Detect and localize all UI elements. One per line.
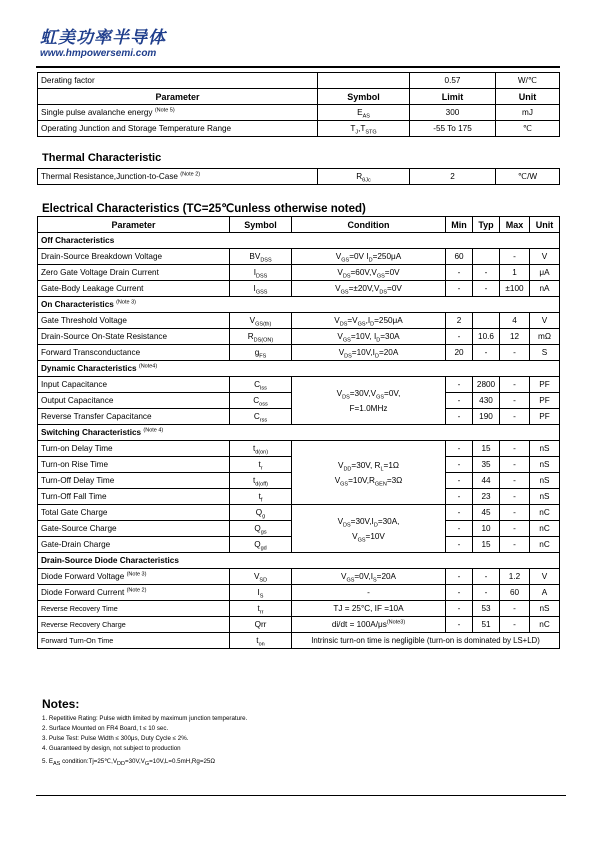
derating-value: 0.57 [410, 73, 496, 89]
table-row: Turn-on Rise Time $t_r$ - 35 - nS [38, 457, 560, 473]
thermal-label: Thermal Resistance,Junction-to-Case [41, 171, 178, 181]
table-row: Drain-Source Breakdown Voltage $BV_{DSS}$ $V_{GS}=0V$ $I_D=250\mu A$ 60 - V [38, 249, 560, 265]
section-switching: Switching Characteristics $^{(Note 4)}$ [38, 425, 560, 441]
avalanche-limit: 300 [410, 105, 496, 121]
col-condition: Condition [292, 217, 446, 233]
col-unit: Unit [530, 217, 560, 233]
col-min: Min [446, 217, 473, 233]
header-limit: Limit [410, 89, 496, 105]
temp-unit: ℃ [496, 121, 560, 137]
col-parameter: Parameter [38, 217, 230, 233]
charge-condition: $V_{DS}=30V,I_D=30A$, $V_{GS}=10V$ [292, 505, 446, 553]
table-row: Turn-Off Fall Time $t_f$ - 23 - nS [38, 489, 560, 505]
table-row: Turn-on Delay Time $t_{d(on)}$ $V_{DD}=30V$, $R_L=1\Omega$ $V_{GS}=10V,R_{GEN}=3\Omega$ - 15 - nS [38, 441, 560, 457]
col-max: Max [500, 217, 530, 233]
derating-row [38, 73, 560, 89]
dynamic-condition: $V_{DS}=30V,V_{GS}=0V$, F=1.0MHz [292, 377, 446, 425]
table-row: Total Gate Charge $Q_g$ $V_{DS}=30V,I_D=30A$, $V_{GS}=10V$ - 45 - nC [38, 505, 560, 521]
table-row: Zero Gate Voltage Drain Current $I_{DSS}$ $V_{DS}=60V,V_{GS}=0V$ - - 1 μA [38, 265, 560, 281]
thermal-unit: ℃/W [496, 169, 560, 185]
brand-name: 虹美功率半导体 [40, 28, 166, 48]
temp-symbol: $T_J,T_{STG}$ [318, 121, 410, 137]
section-dynamic: Dynamic Characteristics $^{(Note4)}$ [38, 361, 560, 377]
temp-label: Operating Junction and Storage Temperature Range [38, 121, 318, 137]
table-row: Turn-Off Delay Time $t_{d(off)}$ - 44 - nS [38, 473, 560, 489]
note-3: 3. Pulse Test: Pulse Width ≤ 300μs, Duty Cycle ≤ 2%. [42, 735, 189, 742]
col-symbol: Symbol [230, 217, 292, 233]
table-row: Gate Threshold Voltage $V_{GS(th)}$ $V_{DS}=V_{GS},I_D=250\mu A$ 2 4 V [38, 313, 560, 329]
header-symbol: Symbol [318, 89, 410, 105]
temp-row [38, 121, 560, 137]
absolute-ratings-table [37, 72, 560, 137]
table-row: Reverse Recovery Time $t_{rr}$ TJ = 25°C, IF =10A - 53 - nS [38, 601, 560, 617]
header-parameter: Parameter [38, 89, 318, 105]
table-row: Forward Turn-On Time $t_{on}$ Intrinsic turn-on time is negligible (turn-on is dominated by LS+LD) [38, 633, 560, 649]
section-on: On Characteristics $^{(Note 3)}$ [38, 297, 560, 313]
table-row: Drain-Source On-State Resistance $R_{DS(ON)}$ $V_{GS}=10V$, $I_D=30A$ - 10.6 12 mΩ [38, 329, 560, 345]
col-typ: Typ [473, 217, 500, 233]
table-row: Reverse Transfer Capacitance $C_{rss}$ - 190 - PF [38, 409, 560, 425]
header-unit: Unit [496, 89, 560, 105]
footer-rule [36, 795, 566, 796]
brand-url: www.hmpowersemi.com [40, 48, 157, 59]
note-2: 2. Surface Mounted on FR4 Board, t ≤ 10 sec. [42, 725, 169, 732]
switching-condition: $V_{DD}=30V$, $R_L=1\Omega$ $V_{GS}=10V,R_{GEN}=3\Omega$ [292, 441, 446, 505]
abs-header-row [38, 89, 560, 105]
note-1: 1. Repetitive Rating: Pulse width limited by maximum junction temperature. [42, 715, 248, 722]
thermal-title: Thermal Characteristic [42, 152, 162, 164]
table-row: Diode Forward Current $^{(Note 2)}$ $I_S$ - - - 60 A [38, 585, 560, 601]
table-row: Reverse Recovery Charge Qrr di/dt = 100A/μs$^{(Note3)}$ - 51 - nC [38, 617, 560, 633]
electrical-title: Electrical Characteristics (TC=25℃unless otherwise noted) [42, 203, 366, 215]
derating-label: Derating factor [38, 73, 318, 89]
table-row: Gate-Source Charge $Q_{gs}$ - 10 - nC [38, 521, 560, 537]
table-row: Gate-Drain Charge $Q_{gd}$ - 15 - nC [38, 537, 560, 553]
note-5: 5. $E_{AS}$ $condition:Tj=25℃,V_{DD}=30V,V_G=10V,L=0.5mH,Rg=25\Omega$ [42, 758, 215, 768]
section-diode: Drain-Source Diode Characteristics [38, 553, 560, 569]
temp-limit: -55 To 175 [410, 121, 496, 137]
section-off: Off Characteristics [38, 233, 560, 249]
derating-unit: W/℃ [496, 73, 560, 89]
table-row: Gate-Body Leakage Current $I_{GSS}$ $V_{GS}=\pm 20V,V_{DS}=0V$ - - ±100 nA [38, 281, 560, 297]
thermal-symbol: $R_{\theta Jc}$ [318, 169, 410, 185]
thermal-value: 2 [410, 169, 496, 185]
avalanche-row: Single pulse avalanche energy $^{(Note 5)}$ $E_{AS}$ 300 mJ [38, 105, 560, 121]
notes-title: Notes: [42, 697, 80, 711]
header-rule [36, 66, 560, 68]
avalanche-label: Single pulse avalanche energy [41, 107, 153, 117]
avalanche-unit: mJ [496, 105, 560, 121]
thermal-table [37, 168, 560, 185]
table-row: Output Capacitance $C_{oss}$ - 430 - PF [38, 393, 560, 409]
table-row: Forward Transconductance $g_{FS}$ $V_{DS}=10V,I_D=20A$ 20 - - S [38, 345, 560, 361]
page-header [40, 28, 560, 60]
table-row: Diode Forward Voltage $^{(Note 3)}$ $V_{SD}$ $V_{GS}=0V,I_S=20A$ - - 1.2 V [38, 569, 560, 585]
elec-header-row [38, 217, 560, 233]
electrical-table [37, 216, 560, 649]
notes-section [42, 697, 562, 767]
thermal-row: Thermal Resistance,Junction-to-Case $^{(Note 2)}$ $R_{\theta Jc}$ 2 ℃/W [38, 169, 560, 185]
avalanche-symbol: $E_{AS}$ [318, 105, 410, 121]
note-4: 4. Guaranteed by design, not subject to production [42, 745, 181, 752]
table-row: Input Capacitance $C_{lss}$ $V_{DS}=30V,V_{GS}=0V$, F=1.0MHz - 2800 - PF [38, 377, 560, 393]
